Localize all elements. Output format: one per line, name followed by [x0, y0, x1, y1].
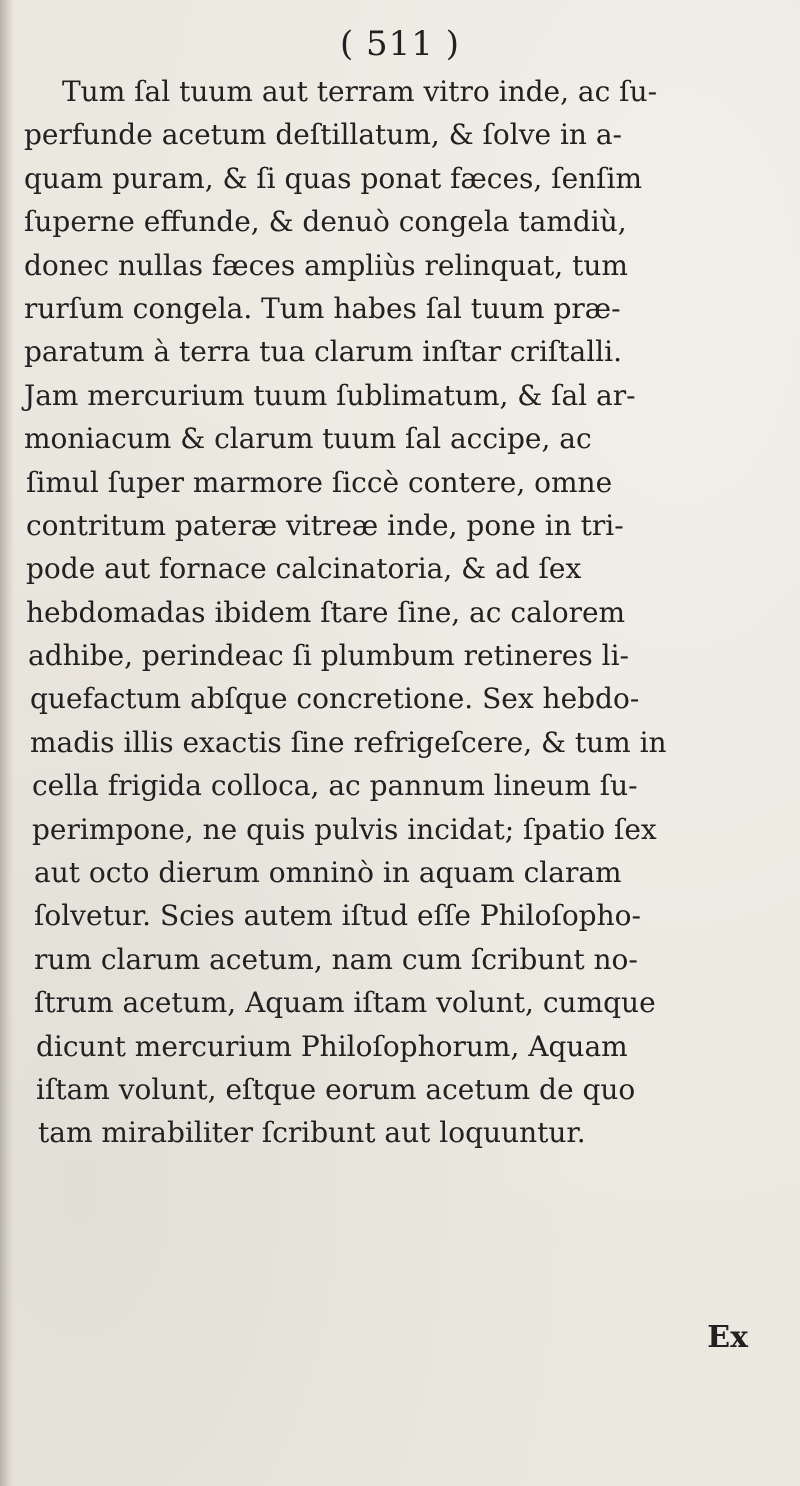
catchword: Ex	[707, 1320, 748, 1355]
text-line: Tum ſal tuum aut terram vitro inde, ac ſu-	[62, 75, 658, 108]
text-line: ſuperne effunde, & denuò congela tamdiù,	[24, 205, 627, 239]
text-line: hebdomadas ibidem ſtare ſine, ac calorem	[26, 595, 626, 629]
text-line: donec nullas fæces ampliùs relinquat, tum	[24, 248, 628, 282]
text-line: quam puram, & ſi quas ponat fæces, ſenſim	[24, 161, 643, 195]
body-text	[18, 70, 788, 1155]
text-line: tam mirabiliter ſcribunt aut loquuntur.	[38, 1116, 586, 1150]
text-line: moniacum & clarum tuum ſal accipe, ac	[24, 422, 592, 456]
text-line: perimpone, ne quis pulvis incidat; ſpatio ſex	[32, 812, 657, 846]
text-line: adhibe, perindeac ſi plumbum retineres li-	[28, 639, 629, 673]
text-line: pode aut fornace calcinatoria, & ad ſex	[26, 552, 582, 586]
text-line: cella frigida colloca, ac pannum lineum ſu-	[32, 769, 638, 803]
page-number: ( 511 )	[339, 24, 461, 64]
text-line: aut octo dierum omninò in aquam claram	[34, 856, 622, 890]
text-line: paratum à terra tua clarum inſtar criſtalli.	[24, 335, 622, 369]
text-line: rurſum congela. Tum habes ſal tuum præ-	[24, 291, 621, 325]
text-line: ſimul ſuper marmore ſiccè contere, omne	[26, 465, 613, 499]
text-line: quefactum abſque concretione. Sex hebdo-	[30, 682, 640, 716]
text-line: contritum pateræ vitreæ inde, pone in tri-	[26, 508, 624, 542]
text-line: ſolvetur. Scies autem iſtud eſſe Philoſopho-	[34, 899, 641, 933]
text-line: ſtrum acetum, Aquam iſtam volunt, cumque	[34, 986, 656, 1020]
text-line: dicunt mercurium Philoſophorum, Aquam	[36, 1029, 628, 1063]
text-line: iſtam volunt, eſtque eorum acetum de quo	[36, 1072, 636, 1106]
page-binding-edge	[0, 0, 14, 1486]
text-line: rum clarum acetum, nam cum ſcribunt no-	[34, 942, 638, 976]
text-line: madis illis exactis ſine refrigeſcere, & tum in	[30, 725, 667, 759]
text-line: perfunde acetum deſtillatum, & ſolve in a-	[24, 118, 623, 152]
text-line: Jam mercurium tuum ſublimatum, & ſal ar-	[24, 378, 636, 412]
